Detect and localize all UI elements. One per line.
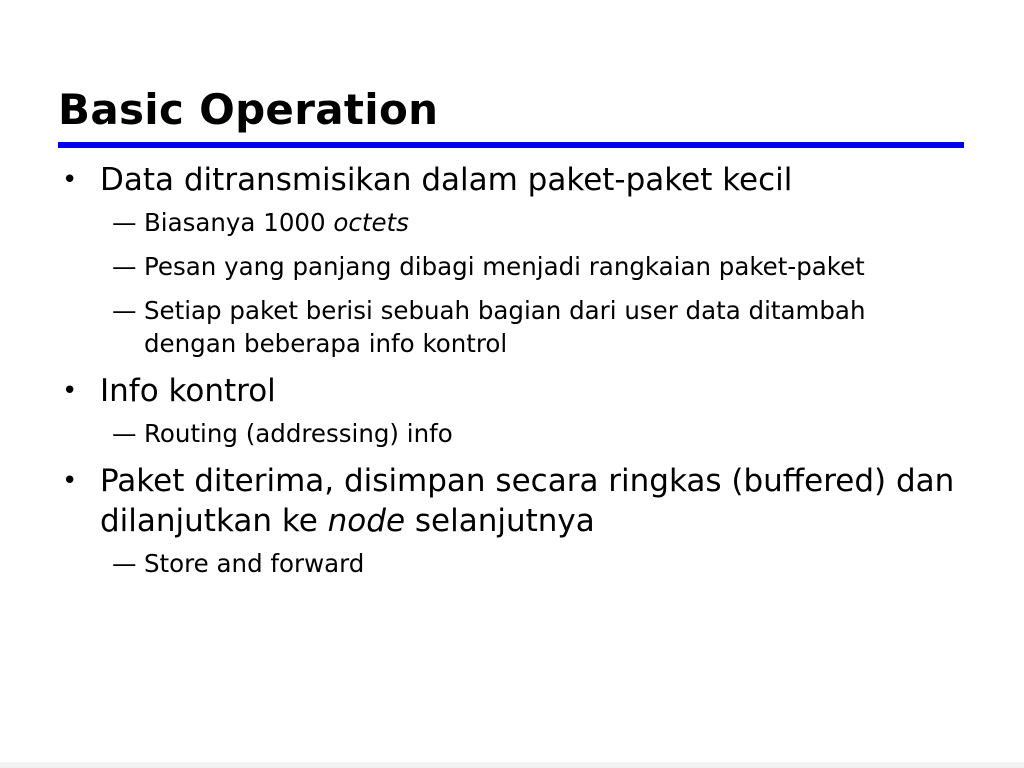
sub-bullet-text: Setiap paket berisi sebuah bagian dari user data ditambah dengan beberapa info kontrol bbox=[144, 296, 866, 358]
bottom-band bbox=[0, 762, 1024, 768]
bullet-list bbox=[62, 160, 962, 591]
sub-bullet-item bbox=[62, 250, 962, 283]
bullet-text: Data ditransmisikan dalam paket-paket kecil bbox=[100, 162, 793, 198]
sub-bullet-emphasis: octets bbox=[333, 208, 409, 237]
sub-bullet-text: Biasanya 1000 bbox=[144, 208, 334, 237]
slide-title: Basic Operation bbox=[58, 85, 439, 134]
em-dash-icon: — bbox=[112, 419, 137, 448]
sub-bullet-text: Pesan yang panjang dibagi menjadi rangkaian paket-paket bbox=[144, 252, 865, 281]
bullet-dot-icon: • bbox=[62, 165, 78, 195]
bullet-item bbox=[62, 461, 962, 541]
sub-bullet-item bbox=[62, 417, 962, 450]
bullet-item bbox=[62, 160, 962, 200]
bullet-text: Paket diterima, disimpan secara ringkas (buffered) dan dilanjutkan ke bbox=[100, 463, 955, 539]
sub-bullet-text: Store and forward bbox=[144, 549, 365, 578]
bullet-dot-icon: • bbox=[62, 466, 78, 496]
em-dash-icon: — bbox=[112, 208, 137, 237]
sub-bullet-text: Routing (addressing) info bbox=[144, 419, 453, 448]
em-dash-icon: — bbox=[112, 549, 137, 578]
bullet-text: Info kontrol bbox=[100, 373, 276, 409]
sub-bullet-item bbox=[62, 294, 962, 360]
bullet-text-tail: selanjutnya bbox=[405, 503, 595, 539]
title-underline bbox=[58, 142, 964, 148]
sub-bullet-item bbox=[62, 547, 962, 580]
bullet-emphasis: node bbox=[327, 503, 406, 539]
sub-bullet-item bbox=[62, 206, 962, 239]
bullet-item bbox=[62, 371, 962, 411]
bullet-dot-icon: • bbox=[62, 376, 78, 406]
em-dash-icon: — bbox=[112, 252, 137, 281]
em-dash-icon: — bbox=[112, 296, 137, 325]
